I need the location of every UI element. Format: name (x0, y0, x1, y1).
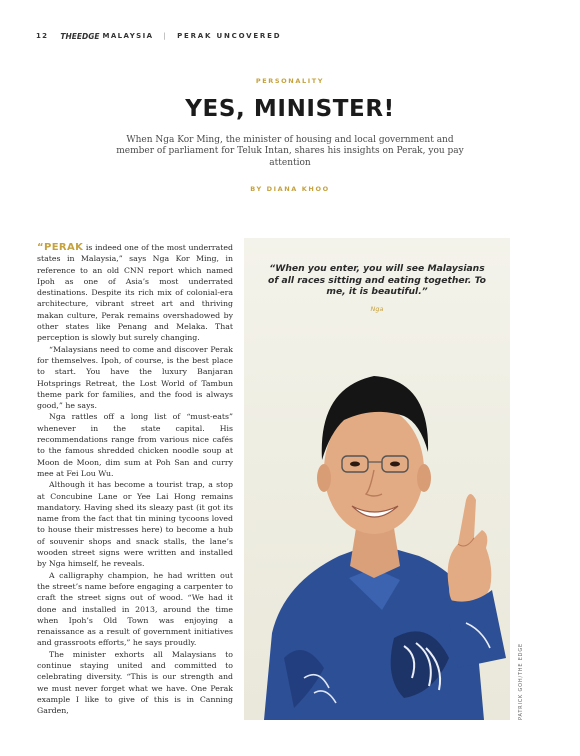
article-headline: YES, MINISTER! (185, 96, 395, 122)
header-separator: | (163, 32, 168, 40)
body-paragraph: A calligraphy champion, he had written out the street’s name before engaging a carpenter to craft the street signs out of wood. “We had it done and installed in 2013, around the time when Ipoh’s Old Town was enjoying a renaissance as a result of government initiatives and grassroots efforts,” he says proudly. (37, 570, 233, 648)
article-standfirst: When Nga Kor Ming, the minister of housing and local government and member of parliament for Teluk Intan, shares his insights on Perak, you pay attention (116, 135, 464, 168)
body-paragraph: Although it has become a tourist trap, a stop at Concubine Lane or Yee Lai Hong remains mandatory. Having shed its sleazy past (it got its name from the fact that tin mining tycoons loved to house their mistresses here) to become a hub of souvenir shops and snack stalls, the lane’s wooden street signs were written and installed by Nga himself, he reveals. (37, 480, 233, 569)
paragraph-text: is indeed one of the most underrated states in Malaysia,” says Nga Kor Ming, in reference to an old CNN report which named Ipoh as one of Asia’s most underrated destinations. Despite its rich mix of colonial-era architecture, vibrant street art and thriving makan culture, Perak remains overshadowed by other states like Penang and Melaka. That perception is slowly but surely changing. (37, 243, 233, 343)
body-paragraph: “Malaysians need to come and discover Perak for themselves. Ipoh, of course, is the best place to start. You have the luxury Banjaran Hotsprings Retreat, the Lost World of Tambun theme park for families, and the food is always good,” he says. (37, 344, 233, 411)
running-header (36, 30, 281, 42)
body-paragraph (37, 242, 233, 344)
section-title: PERAK UNCOVERED (177, 32, 282, 40)
article-body (37, 242, 233, 716)
photo-credit: PATRICK GOH/THE EDGE (518, 643, 524, 720)
portrait-photo (244, 238, 510, 720)
pull-quote-attribution: Nga (370, 305, 384, 313)
body-paragraph: The minister exhorts all Malaysians to continue staying united and committed to celebrating diversity. “This is our strength and we must never forget what we have. One Perak example I like to give of this is in Canning Garden, (37, 649, 233, 716)
lead-word: “PERAK (37, 242, 84, 253)
body-paragraph: Nga rattles off a long list of “must-eats” whenever in the state capital. His recommendations range from various nice cafés to the famous shredded chicken noodle soup at Moon de Moon, dim sum at Poh San and curry mee at Fei Lou Wu. (37, 412, 233, 478)
publication-country: MALAYSIA (102, 32, 154, 40)
article-kicker: PERSONALITY (255, 77, 325, 85)
page-number: 12 (36, 32, 49, 40)
article-byline: BY DIANA KHOO (250, 185, 330, 193)
publication-logo: THEEDGE (60, 31, 100, 41)
pull-quote: “When you enter, you will see Malaysians of all races sitting and eating together. To me, it is beautiful.” (268, 263, 486, 298)
